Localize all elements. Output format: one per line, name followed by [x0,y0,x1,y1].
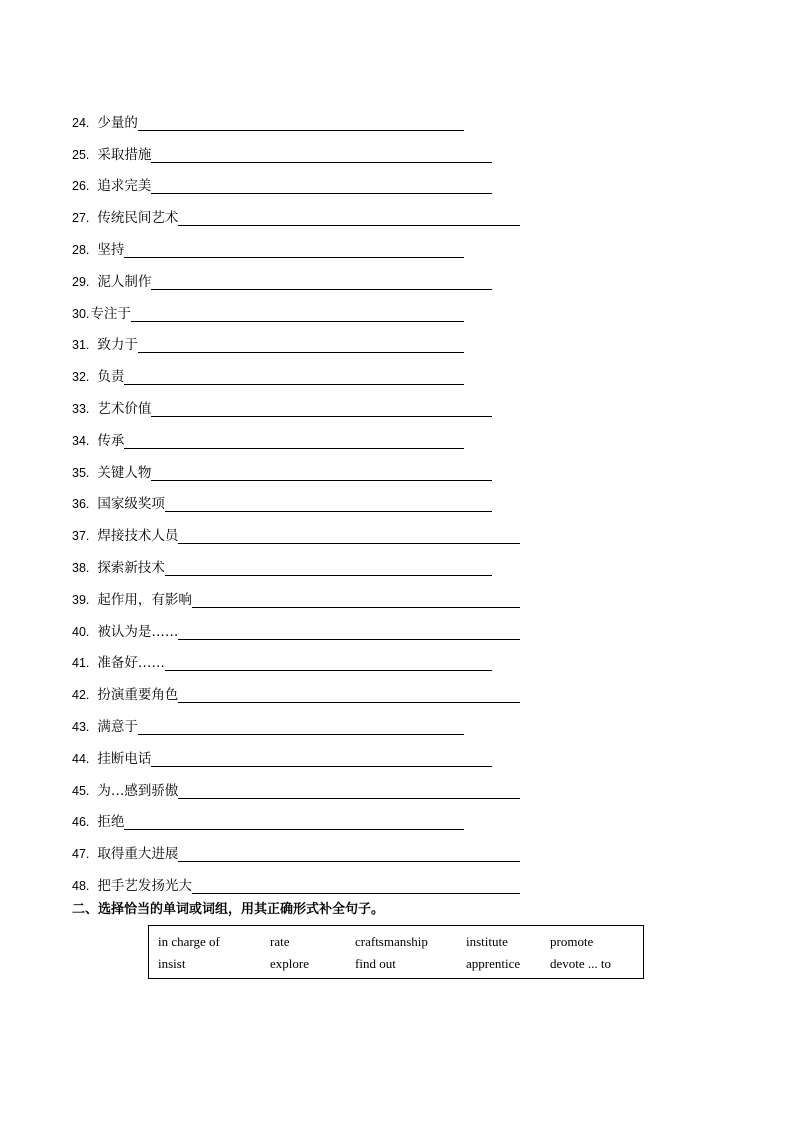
vocab-item [72,641,532,673]
word-bank-entry: devote ... to [550,956,612,971]
item-number: 42. [72,688,90,703]
answer-blank[interactable] [178,529,520,544]
item-number: 40. [72,624,90,639]
answer-blank[interactable] [124,434,464,449]
item-label: 少量的 [97,114,138,131]
item-label: 起作用，有影响 [97,591,192,608]
answer-blank[interactable] [151,275,492,290]
answer-blank[interactable] [178,625,520,640]
answer-blank[interactable] [151,402,492,417]
item-label: 挂断电话 [97,750,152,767]
item-number: 46. [72,815,90,830]
answer-blank[interactable] [178,847,520,862]
answer-blank[interactable] [151,148,492,163]
item-label: 传承 [97,432,125,449]
answer-blank[interactable] [138,116,464,131]
word-bank-entry: rate [270,934,290,949]
vocab-item [72,768,532,800]
item-number: 33. [72,401,90,416]
item-label: 满意于 [97,718,138,735]
word-bank-entry: find out [355,956,396,971]
word-bank-entry: in charge of [158,934,220,949]
word-bank-entry: apprentice [466,956,521,971]
item-number: 37. [72,529,90,544]
vocabulary-list [72,100,532,895]
vocab-item [72,831,532,863]
item-label: 专注于 [90,305,131,322]
word-bank-entry: explore [270,956,309,971]
item-label: 为…感到骄傲 [97,782,179,799]
item-number: 48. [72,878,90,893]
item-label: 艺术价值 [97,400,152,417]
vocab-item [72,132,532,164]
answer-blank[interactable] [138,338,464,353]
item-label: 负责 [97,369,125,386]
vocab-item [72,418,532,450]
item-number: 31. [72,338,90,353]
answer-blank[interactable] [138,720,464,735]
item-number: 24. [72,115,90,130]
item-label: 泥人制作 [97,273,152,290]
vocab-item [72,482,532,514]
item-label: 取得重大进展 [97,846,179,863]
vocab-item [72,800,532,832]
item-number: 36. [72,497,90,512]
item-label: 传统民间艺术 [97,210,179,227]
answer-blank[interactable] [165,497,492,512]
answer-blank[interactable] [165,656,492,671]
item-number: 41. [72,656,90,671]
item-label: 采取措施 [97,146,152,163]
item-label: 探索新技术 [97,559,165,576]
vocab-item [72,450,532,482]
item-number: 25. [72,147,90,162]
item-number: 34. [72,433,90,448]
item-label: 国家级奖项 [97,496,165,513]
word-bank-entry: craftsmanship [355,934,428,949]
item-label: 致力于 [97,337,138,354]
section-title: 二、选择恰当的单词或词组，用其正确形式补全句子。 [72,902,385,917]
item-number: 35. [72,465,90,480]
answer-blank[interactable] [165,561,492,576]
vocab-item [72,513,532,545]
item-number: 39. [72,592,90,607]
item-number: 28. [72,242,90,257]
vocab-item [72,323,532,355]
answer-blank[interactable] [124,815,464,830]
vocab-item [72,736,532,768]
answer-blank[interactable] [124,370,464,385]
vocab-item [72,195,532,227]
item-number: 27. [72,211,90,226]
item-label: 关键人物 [97,464,152,481]
word-bank-entry: institute [466,934,508,949]
item-number: 47. [72,847,90,862]
vocab-item [72,672,532,704]
answer-blank[interactable] [178,688,520,703]
word-bank-entry: promote [550,934,594,949]
item-number: 29. [72,274,90,289]
answer-blank[interactable] [178,784,520,799]
item-label: 准备好…… [97,655,165,672]
answer-blank[interactable] [131,307,464,322]
word-bank-row [149,932,643,952]
item-number: 45. [72,783,90,798]
vocab-item [72,100,532,132]
vocab-item [72,545,532,577]
vocab-item [72,354,532,386]
answer-blank[interactable] [192,593,520,608]
vocab-item [72,863,532,895]
item-number: 32. [72,370,90,385]
item-label: 坚持 [97,241,125,258]
answer-blank[interactable] [192,879,520,894]
vocab-item [72,227,532,259]
item-label: 被认为是…… [97,623,179,640]
vocab-item [72,164,532,196]
word-bank-entry: insist [158,956,186,971]
item-label: 把手艺发扬光大 [97,877,192,894]
answer-blank[interactable] [151,179,492,194]
vocab-item [72,259,532,291]
item-number: 38. [72,560,90,575]
item-number: 26. [72,179,90,194]
answer-blank[interactable] [178,211,520,226]
item-label: 焊接技术人员 [97,528,179,545]
word-bank-box [148,925,644,979]
item-label: 追求完美 [97,178,152,195]
vocab-item [72,704,532,736]
item-number: 43. [72,719,90,734]
word-bank-row [149,954,643,974]
answer-blank[interactable] [124,243,464,258]
item-number: 30. [72,306,90,321]
vocab-item [72,577,532,609]
item-label: 扮演重要角色 [97,687,179,704]
item-number: 44. [72,751,90,766]
item-label: 拒绝 [97,814,125,831]
vocab-item [72,386,532,418]
answer-blank[interactable] [151,752,492,767]
answer-blank[interactable] [151,466,492,481]
vocab-item [72,291,532,323]
vocab-item [72,609,532,641]
